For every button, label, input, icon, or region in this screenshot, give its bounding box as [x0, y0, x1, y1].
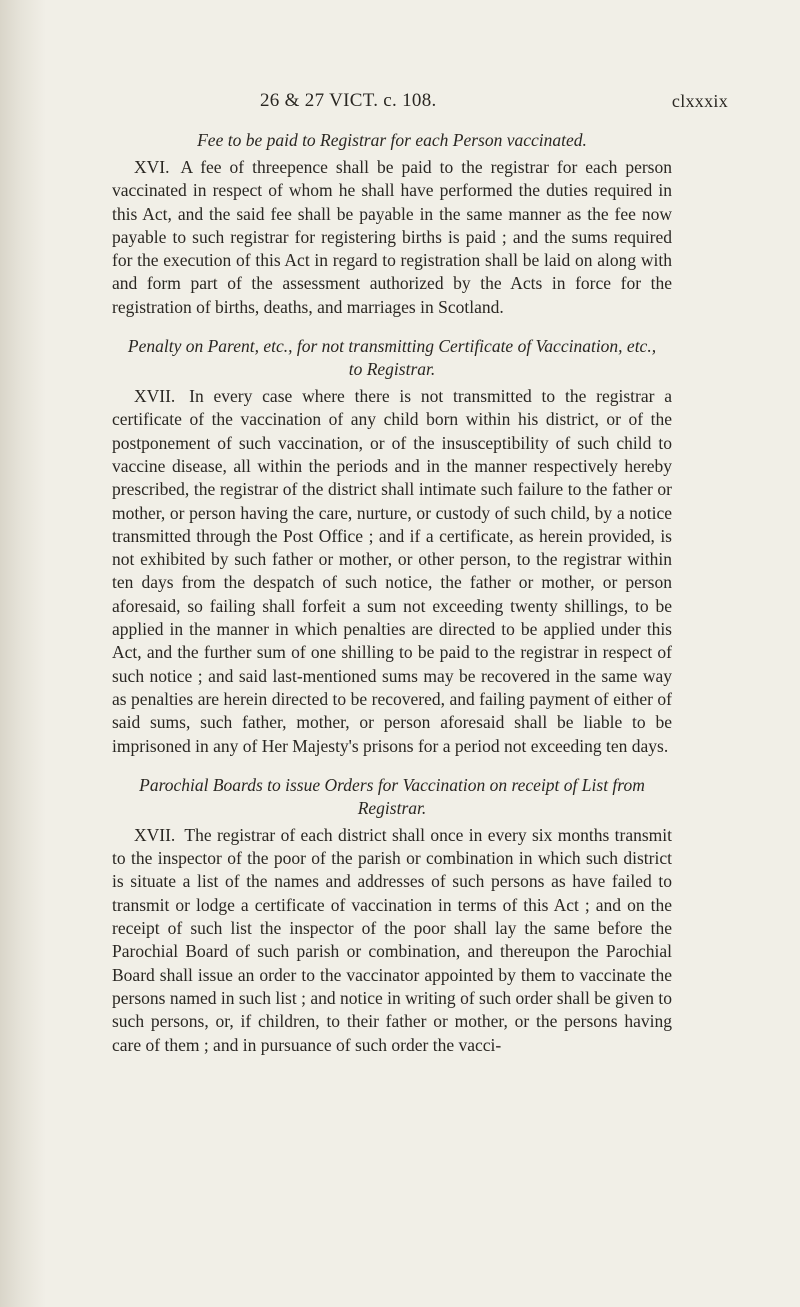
section-paragraph [112, 385, 672, 758]
section-number: XVII. [134, 824, 176, 845]
section-xvi [112, 129, 672, 319]
section-number: XVII. [134, 386, 176, 407]
section-heading: Penalty on Parent, etc., for not transmitting Certificate of Vaccination, etc., to Registrar. [127, 336, 657, 380]
page-number: clxxxix [671, 91, 728, 111]
section-heading: Fee to be paid to Registrar for each Person vaccinated. [197, 130, 587, 150]
page-gutter-shadow [0, 0, 46, 1307]
section-text: The registrar of each district shall once in every six months transmit to the inspector of the poor of the parish or combination in which such district is situate a list of the names and addresses of such persons as have failed to transmit or lodge a certificate of vaccination in terms of this Act ; and on the receipt of such list the inspector of the poor shall lay the same before the Parochial Board of such parish or combination, and thereupon the Parochial Board shall issue an order to the vaccinator appointed by them to vaccinate the persons named in such list ; and notice in writing of such order shall be given to such persons, or, if children, to their father or mother, or the persons having care of them ; and in pursuance of such order the vacci- [112, 824, 672, 1055]
section-xvii-penalty [112, 335, 672, 758]
running-head-title: 26 & 27 VICT. c. 108. [260, 90, 437, 111]
section-xvii-parochial-boards [112, 774, 672, 1057]
section-text: In every case where there is not transmitted to the registrar a certificate of the vaccination of any child born within his district, or of the postponement of such vaccination, or of the insusceptibility of such child to vaccine disease, all within the periods and in the manner respectively hereby prescribed, the registrar of the district shall intimate such failure to the father or mother, or person having the care, nurture, or custody of such child, by a notice transmitted through the Post Office ; and if a certificate, as herein provided, is not exhibited by such father or mother, or other person, to the registrar within ten days from the despatch of such notice, the father or mother, or person aforesaid, so failing shall forfeit a sum not exceeding twenty shillings, to be applied in the manner in which penalties are directed to be applied under this Act, and the further sum of one shilling to be paid to the registrar in respect of such notice ; and said last-mentioned sums may be recovered in the same way as penalties are herein directed to be recovered, and failing payment of either of said sums, such father, mother, or person aforesaid shall be liable to be imprisoned in any of Her Majesty's prisons for a period not exceeding ten days. [112, 386, 673, 756]
section-paragraph [112, 824, 672, 1057]
page-body [112, 129, 672, 1073]
section-number: XVI. [134, 157, 170, 177]
running-head [112, 90, 728, 116]
section-heading: Parochial Boards to issue Orders for Vaccination on receipt of List from Registrar. [139, 774, 645, 818]
section-text: A fee of threepence shall be paid to the registrar for each person vaccinated in respect of whom he shall have performed the duties required in this Act, and the said fee shall be payable in the same manner as the fee now payable to such registrar for registering births is paid ; and the sums required for the execution of this Act in regard to registration shall be laid on along with and form part of the assessment authorized by the Acts in force for the registration of births, deaths, and marriages in Scotland. [112, 157, 672, 317]
section-paragraph [112, 156, 672, 319]
